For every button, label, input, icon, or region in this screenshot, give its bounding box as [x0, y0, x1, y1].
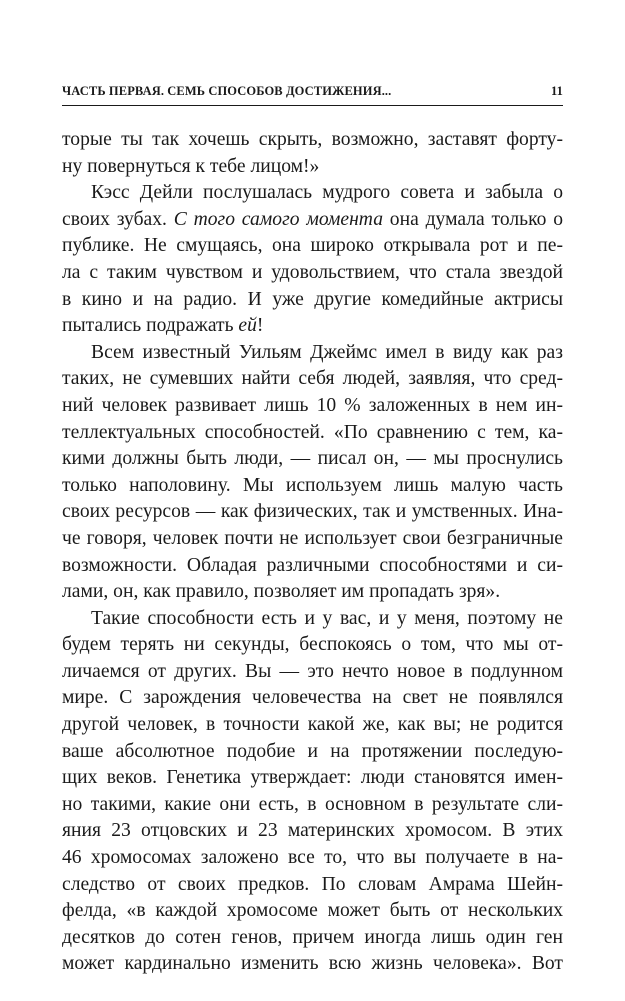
text-run: Кэсс Дейли послушалась мудрого совета и забыла о [91, 182, 563, 204]
text-run: торые ты так хочешь скрыть, возможно, заставят форту- [62, 129, 563, 150]
text-line [62, 792, 563, 819]
text-run: личаемся от других. Вы — это нечто новое в подлунном [62, 660, 563, 682]
running-header [62, 84, 563, 106]
text-line [62, 659, 563, 686]
italic-text: С того самого момента [173, 208, 383, 230]
text-run: ла с таким чувством и удовольствием, что стала звездой [62, 261, 563, 283]
text-line [62, 473, 563, 500]
text-run: таких, не сумевших найти себя людей, заявляя, что сред- [62, 368, 563, 390]
text-run: ну повернуться к тебе лицом!» [62, 155, 320, 177]
text-run: в кино и на радио. И уже другие комедийные актрисы [62, 288, 563, 310]
text-run: Всем известный Уильям Джеймс имел в виду как раз [91, 341, 563, 363]
text-run: теллектуальных способностей. «По сравнению с тем, ка- [62, 421, 563, 443]
text-run: кими должны быть люди, — писал он, — мы проснулись [62, 448, 563, 470]
paragraph [62, 606, 563, 978]
text-line [62, 925, 563, 952]
text-line [62, 685, 563, 712]
text-line [62, 180, 563, 207]
text-line [62, 233, 563, 260]
text-line [62, 765, 563, 792]
text-run: лами, он, как правило, позволяет им пропадать зря». [62, 581, 501, 603]
text-line [62, 127, 563, 154]
text-run: возможности. Обладая различными способностями и си- [62, 554, 563, 576]
text-run: только наполовину. Мы используем лишь малую часть [62, 474, 563, 496]
text-run: своих ресурсов — как физических, так и умственных. Ина- [62, 501, 563, 523]
paragraph [62, 127, 563, 180]
text-line [62, 898, 563, 925]
text-line [62, 420, 563, 447]
text-run: ! [256, 315, 264, 337]
text-run: публике. Не смущаясь, она широко открывала рот и пе- [62, 235, 563, 257]
text-run: другой человек, в точности какой же, как вы; не родится [62, 714, 563, 736]
text-run: ваше абсолютное подобие и на протяжении последую- [62, 740, 563, 762]
text-run: может кардинально изменить всю жизнь человека». Вот [62, 953, 563, 975]
text-line [62, 526, 563, 553]
paragraph [62, 180, 563, 340]
text-line [62, 579, 563, 606]
italic-text: ей [238, 315, 257, 337]
text-line [62, 499, 563, 526]
text-line [62, 632, 563, 659]
text-run: своих зубах. [62, 208, 174, 230]
text-line [62, 287, 563, 314]
text-line [62, 739, 563, 766]
text-run: она думала только о [383, 208, 563, 230]
text-run: пытались подражать [62, 315, 239, 337]
body-text [62, 127, 563, 978]
text-run: будем терять ни секунды, беспокоясь о том, что мы от- [62, 634, 563, 656]
text-line [62, 818, 563, 845]
text-line [62, 712, 563, 739]
text-line [62, 340, 563, 367]
text-run: десятков до сотен генов, причем иногда лишь один ген [62, 926, 563, 948]
text-line [62, 313, 563, 340]
text-run: че говоря, человек почти не использует свои безграничные [62, 527, 563, 549]
text-line [62, 446, 563, 473]
text-line [62, 845, 563, 872]
text-run: но такими, какие они есть, в основном в результате сли- [62, 793, 563, 815]
text-line [62, 260, 563, 287]
page-number: 11 [550, 84, 563, 98]
text-line [62, 393, 563, 420]
text-run: фелда, «в каждой хромосоме может быть от нескольких [62, 900, 563, 922]
text-run: 46 хромосомах заложено все то, что вы получаете в на- [62, 847, 563, 869]
text-run: мире. С зарождения человечества на свет не появлялся [62, 687, 563, 709]
text-run: Такие способности есть и у вас, и у меня, поэтому не [91, 607, 563, 629]
text-run: следство от своих предков. По словам Амрама Шейн- [62, 873, 563, 895]
text-run: яния 23 отцовских и 23 материнских хромосом. В этих [62, 820, 563, 842]
text-line [62, 606, 563, 633]
text-line [62, 207, 563, 234]
paragraph [62, 340, 563, 606]
text-line [62, 951, 563, 978]
running-title: ЧАСТЬ ПЕРВАЯ. СЕМЬ СПОСОБОВ ДОСТИЖЕНИЯ... [62, 84, 392, 98]
text-line [62, 553, 563, 580]
text-line [62, 154, 563, 181]
text-run: ний человек развивает лишь 10 % заложенных в нем ин- [62, 394, 563, 416]
text-line [62, 872, 563, 899]
text-run: щих веков. Генетика утверждает: люди становятся имен- [62, 767, 563, 789]
text-line [62, 366, 563, 393]
